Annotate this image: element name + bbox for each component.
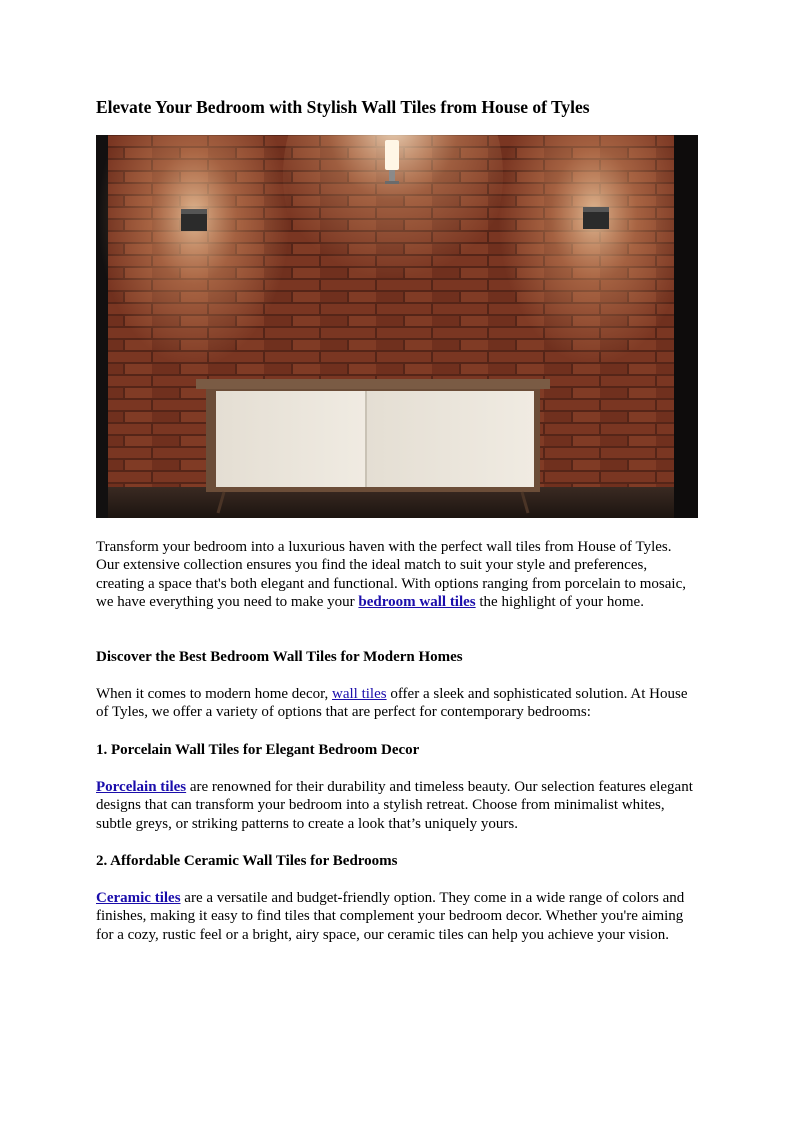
- intro-text-after: the highlight of your home.: [475, 594, 644, 611]
- bedroom-wall-tiles-link[interactable]: bedroom wall tiles: [358, 594, 476, 611]
- section-heading: Discover the Best Bedroom Wall Tiles for Modern Homes: [96, 649, 463, 665]
- section-intro-after: offer a sleek and sophisticated solution. At House of Tyles, we offer a variety of options that are perfect for contemporary bedrooms:: [96, 686, 688, 721]
- porcelain-tiles-link[interactable]: Porcelain tiles: [96, 779, 187, 795]
- ceramic-heading: 2. Affordable Ceramic Wall Tiles for Bedrooms: [96, 853, 398, 869]
- porcelain-paragraph: [96, 778, 698, 833]
- section-intro-paragraph: [96, 685, 698, 722]
- page-title: Elevate Your Bedroom with Stylish Wall Tiles from House of Tyles: [96, 97, 590, 117]
- ceramic-paragraph: [96, 889, 698, 944]
- porcelain-text: are renowned for their durability and timeless beauty. Our selection features elegant designs that can transform your bedroom into a stylish retreat. Choose from minimalist whites, subtle greys, or striking patterns to create a look that’s uniquely yours.: [96, 779, 693, 832]
- ceramic-tiles-link[interactable]: Ceramic tiles: [96, 890, 181, 906]
- wall-sconce-right: [583, 207, 609, 229]
- ceramic-text: are a versatile and budget-friendly option. They come in a wide range of colors and finishes, making it easy to find tiles that complement your bedroom decor. Whether you're aiming for a cozy, rustic feel or a bright, airy space, our ceramic tiles can help you achieve your vision.: [96, 890, 685, 943]
- porcelain-heading: 1. Porcelain Wall Tiles for Elegant Bedroom Decor: [96, 742, 420, 758]
- section-intro-before: When it comes to modern home decor,: [96, 686, 332, 702]
- wall-sconce-left: [181, 209, 207, 231]
- intro-paragraph: [96, 538, 698, 612]
- bedroom-brick-wall-photo: [96, 135, 698, 518]
- intro-text-before: Transform your bedroom into a luxurious haven with the perfect wall tiles from House of Tyles. Our extensive collection ensures you find the ideal match to suit your style and preferences, creating a space that's both elegant and functional. With options ranging from porcelain to mosaic, we have everything you need to make your: [96, 539, 686, 611]
- wall-tiles-link[interactable]: wall tiles: [332, 686, 387, 702]
